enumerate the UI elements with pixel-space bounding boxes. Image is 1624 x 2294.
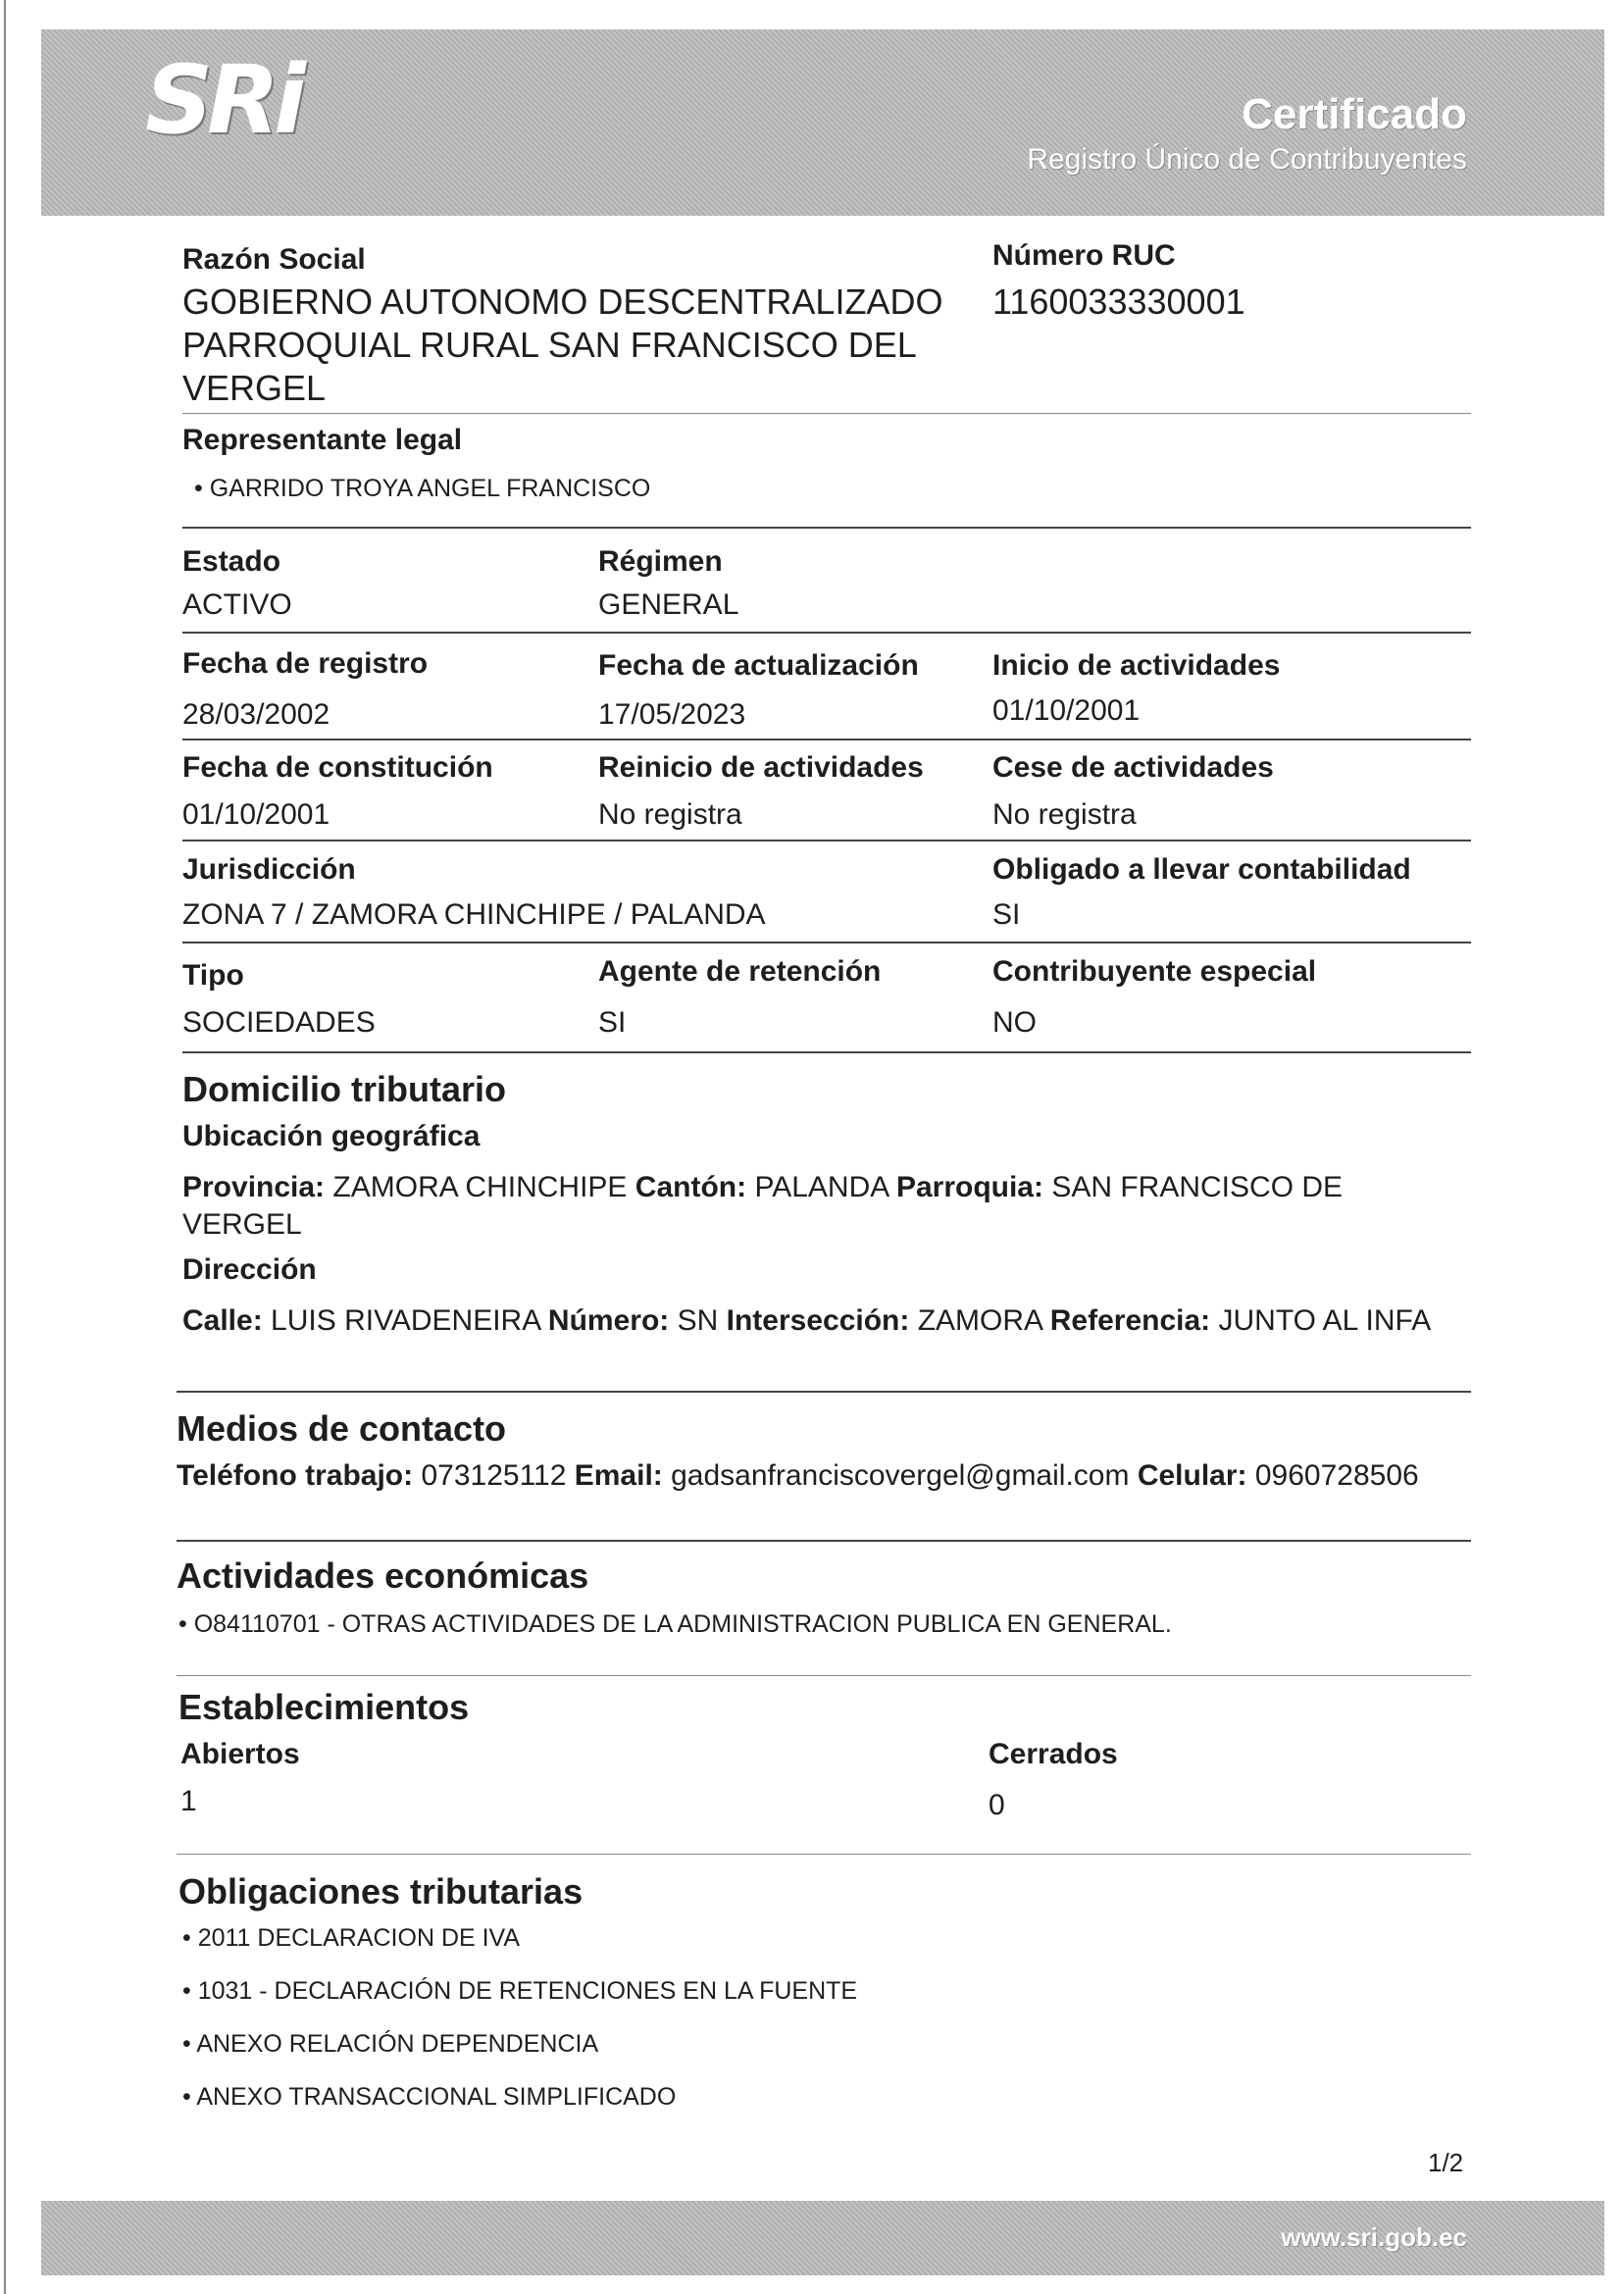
parroquia-value: SAN FRANCISCO DE VERGEL <box>182 1171 1344 1241</box>
actividades-title: Actividades económicas <box>177 1555 589 1596</box>
jurisdiccion-label: Jurisdicción <box>182 853 356 886</box>
ruc-label: Número RUC <box>992 239 1176 272</box>
divider <box>182 632 1471 634</box>
reinicio-actividades-value: No registra <box>598 798 742 831</box>
fecha-registro-value: 28/03/2002 <box>182 698 330 731</box>
cerrados-label: Cerrados <box>989 1738 1118 1770</box>
celular-value: 0960728506 <box>1254 1459 1419 1492</box>
regimen-value: GENERAL <box>598 588 739 621</box>
estado-value: ACTIVO <box>182 588 292 621</box>
footer-url: www.sri.gob.ec <box>1281 2222 1467 2252</box>
obligaciones-title: Obligaciones tributarias <box>178 1871 584 1912</box>
jurisdiccion-value: ZONA 7 / ZAMORA CHINCHIPE / PALANDA <box>182 898 766 931</box>
divider <box>182 942 1471 943</box>
estado-label: Estado <box>182 545 281 578</box>
representante-name: • GARRIDO TROYA ANGEL FRANCISCO <box>194 475 651 502</box>
actividad-item: • O84110701 - OTRAS ACTIVIDADES DE LA ADMINISTRACION PUBLICA EN GENERAL. <box>178 1610 1172 1638</box>
email-value: gadsanfranciscovergel@gmail.com <box>671 1459 1130 1492</box>
inicio-actividades-value: 01/10/2001 <box>992 694 1141 727</box>
obligacion-item: • ANEXO TRANSACCIONAL SIMPLIFICADO <box>182 2083 677 2111</box>
razon-social-label: Razón Social <box>182 243 366 276</box>
abiertos-label: Abiertos <box>180 1738 300 1770</box>
fecha-actualizacion-value: 17/05/2023 <box>598 698 746 731</box>
regimen-label: Régimen <box>598 545 723 578</box>
divider <box>182 1051 1471 1053</box>
numero-value: SN <box>677 1304 719 1337</box>
page-edge-line <box>4 0 6 2294</box>
ubicacion-paragraph: Provincia: ZAMORA CHINCHIPE Cantón: PALANDA Parroquia: SAN FRANCISCO DE VERGEL <box>182 1171 1344 1241</box>
fecha-registro-label: Fecha de registro <box>182 647 429 680</box>
divider <box>177 1540 1471 1542</box>
razon-social-line-1: GOBIERNO AUTONOMO DESCENTRALIZADO <box>182 281 943 322</box>
fecha-actualizacion-label: Fecha de actualización <box>598 649 919 682</box>
calle-value: LUIS RIVADENEIRA <box>271 1304 540 1337</box>
obligado-contabilidad-value: SI <box>992 898 1021 931</box>
certificate-title: Certificado <box>1242 90 1467 138</box>
divider <box>182 413 1471 414</box>
contribuyente-especial-label: Contribuyente especial <box>992 955 1317 988</box>
divider <box>177 1675 1471 1676</box>
contacto-title: Medios de contacto <box>177 1408 507 1449</box>
referencia-value: JUNTO AL INFA <box>1218 1304 1432 1337</box>
tipo-label: Tipo <box>182 959 244 992</box>
agente-retencion-label: Agente de retención <box>598 955 882 988</box>
direccion-paragraph: Calle: LUIS RIVADENEIRA Número: SN Intersección: ZAMORA Referencia: JUNTO AL INFA <box>182 1304 1432 1337</box>
representante-label: Representante legal <box>182 424 463 456</box>
interseccion-value: ZAMORA <box>917 1304 1042 1337</box>
divider <box>182 739 1471 740</box>
fecha-constitucion-label: Fecha de constitución <box>182 751 493 784</box>
sri-logo: SRi <box>145 45 300 155</box>
reinicio-actividades-label: Reinicio de actividades <box>598 751 924 784</box>
provincia-value: ZAMORA CHINCHIPE <box>332 1171 628 1203</box>
razon-social-line-2: PARROQUIAL RURAL SAN FRANCISCO DEL <box>182 325 917 365</box>
domicilio-title: Domicilio tributario <box>182 1069 507 1109</box>
certificate-subtitle: Registro Único de Contribuyentes <box>1027 143 1467 176</box>
page-number: 1/2 <box>1428 2148 1464 2177</box>
establecimientos-title: Establecimientos <box>178 1687 470 1727</box>
cese-actividades-value: No registra <box>992 798 1137 831</box>
cerrados-value: 0 <box>989 1789 1005 1821</box>
cese-actividades-label: Cese de actividades <box>992 751 1274 784</box>
obligacion-item: • 2011 DECLARACION DE IVA <box>182 1924 521 1952</box>
razon-social-line-3: VERGEL <box>182 368 327 408</box>
telefono-value: 073125112 <box>421 1459 567 1492</box>
obligacion-item: • ANEXO RELACIÓN DEPENDENCIA <box>182 2030 599 2058</box>
agente-retencion-value: SI <box>598 1006 627 1039</box>
obligacion-item: • 1031 - DECLARACIÓN DE RETENCIONES EN LA FUENTE <box>182 1977 858 2005</box>
canton-value: PALANDA <box>754 1171 888 1203</box>
contacto-paragraph: Teléfono trabajo: 073125112 Email: gadsanfranciscovergel@gmail.com Celular: 0960728506 <box>177 1459 1419 1492</box>
fecha-constitucion-value: 01/10/2001 <box>182 798 330 831</box>
ruc-value: 1160033330001 <box>992 281 1245 322</box>
ubicacion-label: Ubicación geográfica <box>182 1120 481 1152</box>
obligado-contabilidad-label: Obligado a llevar contabilidad <box>992 853 1411 886</box>
contribuyente-especial-value: NO <box>992 1006 1037 1039</box>
divider <box>177 1391 1471 1393</box>
direccion-label: Dirección <box>182 1253 317 1286</box>
abiertos-value: 1 <box>180 1785 197 1817</box>
inicio-actividades-label: Inicio de actividades <box>992 649 1281 682</box>
divider <box>177 1854 1471 1855</box>
divider <box>182 527 1471 529</box>
tipo-value: SOCIEDADES <box>182 1006 376 1039</box>
divider <box>182 840 1471 841</box>
